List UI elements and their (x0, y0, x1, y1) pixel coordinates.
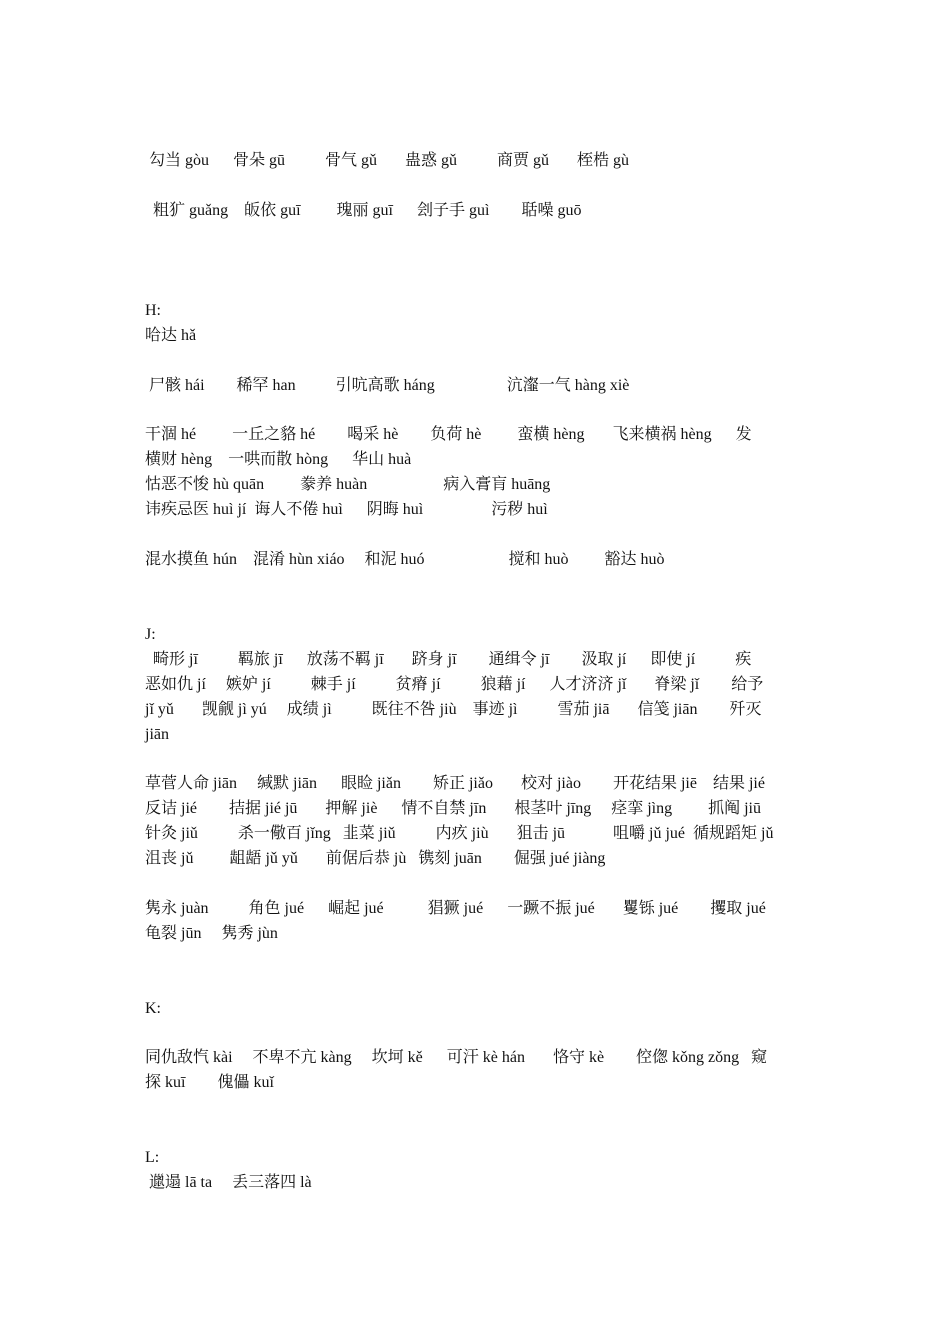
pinyin-line: 草菅人命 jiān 缄默 jiān 眼睑 jiǎn 矫正 jiǎo 校对 jiào 开花结果 jiē 结果 jié (145, 775, 765, 792)
pinyin-line: 粗犷 guǎng 皈依 guī 瑰丽 guī 刽子手 guì 聒噪 guō (145, 202, 582, 219)
pinyin-line: 讳疾忌医 huì jí 诲人不倦 huì 阴晦 huì 污秽 huì (145, 501, 548, 518)
pinyin-line: 混水摸鱼 hún 混淆 hùn xiáo 和泥 huó 搅和 huò 豁达 huò (145, 551, 665, 568)
section-heading-l: L: (145, 1149, 160, 1166)
section-heading-j: J: (145, 626, 156, 643)
section-heading-h: H: (145, 302, 161, 319)
pinyin-line: 隽永 juàn 角色 jué 崛起 jué 猖獗 jué 一蹶不振 jué 矍铄 jué 攫取 jué (145, 900, 766, 917)
pinyin-line: 尸骸 hái 稀罕 han 引吭高歌 háng 沆瀣一气 hàng xiè (145, 377, 630, 394)
pinyin-line: 畸形 jī 羁旅 jī 放荡不羁 jī 跻身 jī 通缉令 jī 汲取 jí 即使 jí 疾 (145, 651, 752, 668)
pinyin-line: 怙恶不悛 hù quān 豢养 huàn 病入膏肓 huāng (145, 476, 551, 493)
pinyin-line: 干涸 hé 一丘之貉 hé 喝采 hè 负荷 hè 蛮横 hèng 飞来横祸 hèng 发 (145, 426, 752, 443)
pinyin-line: 勾当 gòu 骨朵 gū 骨气 gǔ 蛊惑 gǔ 商贾 gǔ 桎梏 gù (145, 152, 630, 169)
pinyin-line: 反诘 jié 拮据 jié jū 押解 jiè 情不自禁 jīn 根茎叶 jīng 痉挛 jìng 抓阄 jiū (145, 800, 761, 817)
pinyin-line: 邋遢 lā ta 丢三落四 là (145, 1174, 312, 1191)
pinyin-line: 横财 hèng 一哄而散 hòng 华山 huà (145, 451, 412, 468)
pinyin-line: 探 kuī 傀儡 kuǐ (145, 1074, 274, 1091)
pinyin-line: 针灸 jiǔ 杀一儆百 jǐng 韭菜 jiǔ 内疚 jiù 狙击 jū 咀嚼 jǔ jué 循规蹈矩 jǔ (145, 825, 774, 842)
pinyin-line: 哈达 hǎ (145, 327, 197, 344)
pinyin-line: 恶如仇 jí 嫉妒 jí 棘手 jí 贫瘠 jí 狼藉 jí 人才济济 jǐ 脊梁 jǐ 给予 (145, 676, 764, 693)
section-heading-k: K: (145, 1000, 161, 1017)
pinyin-line: jǐ yǔ 觊觎 jì yú 成绩 jì 既往不咎 jiù 事迹 jì 雪茄 jiā 信笺 jiān 歼灭 (145, 701, 762, 718)
pinyin-line: 同仇敌忾 kài 不卑不亢 kàng 坎坷 kě 可汗 kè hán 恪守 kè 倥偬 kǒng zǒng 窥 (145, 1049, 768, 1066)
pinyin-line: 沮丧 jǔ 龃龉 jǔ yǔ 前倨后恭 jù 镌刻 juān 倔强 jué jiàng (145, 850, 606, 867)
pinyin-line: 龟裂 jūn 隽秀 jùn (145, 925, 278, 942)
pinyin-line: jiān (145, 726, 169, 743)
